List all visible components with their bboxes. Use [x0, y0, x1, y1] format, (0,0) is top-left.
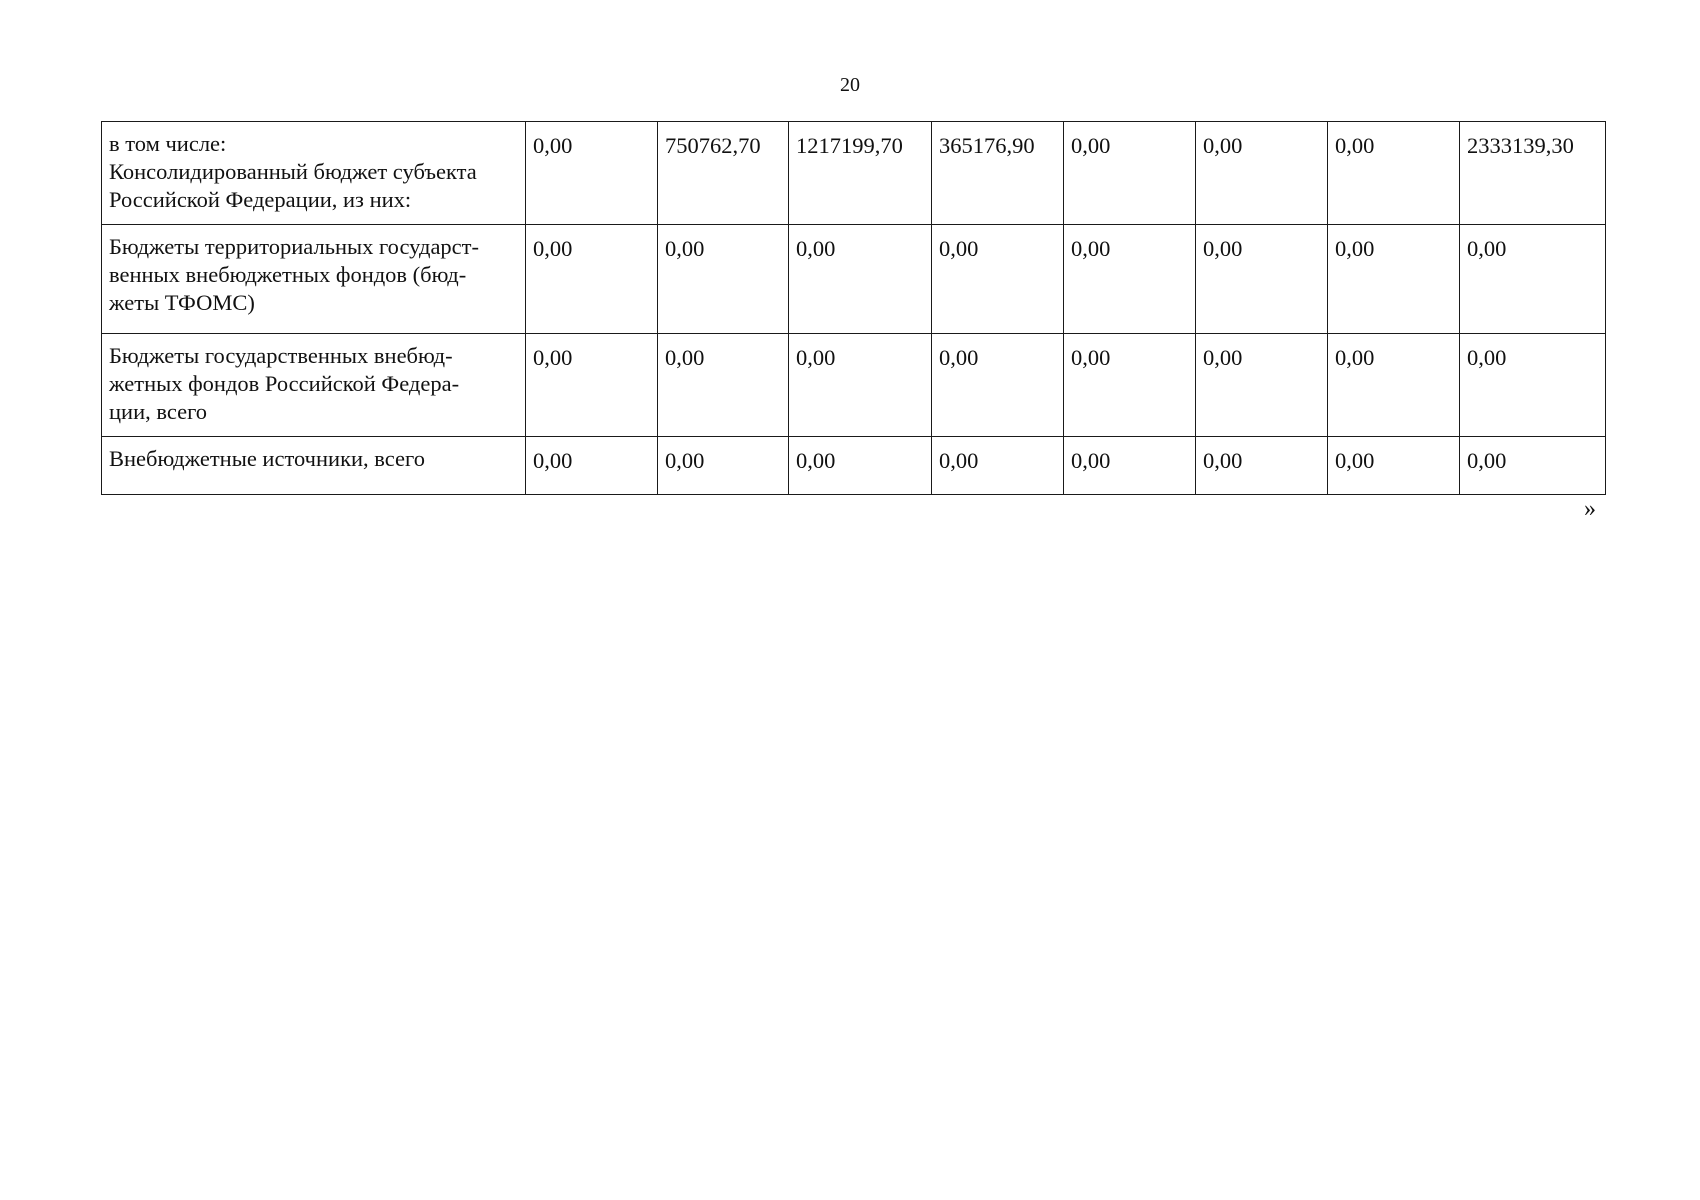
table-cell: 0,00 [526, 437, 658, 495]
table-row [102, 225, 1606, 334]
row-label-line: ции, всего [109, 399, 208, 424]
table-cell: 0,00 [789, 225, 932, 334]
table-cell: 0,00 [1460, 437, 1606, 495]
table-cell: 0,00 [932, 437, 1064, 495]
budget-table [101, 121, 1606, 495]
row-label [102, 122, 526, 225]
table-cell: 2333139,30 [1460, 122, 1606, 225]
row-label-line: Российской Федерации, из них: [109, 187, 412, 212]
table-cell: 0,00 [789, 437, 932, 495]
row-label-line: Бюджеты территориальных государст- [109, 234, 479, 259]
table-cell: 1217199,70 [789, 122, 932, 225]
row-label-line: венных внебюджетных фондов (бюд- [109, 262, 467, 287]
table-cell: 0,00 [658, 437, 789, 495]
table-row [102, 437, 1606, 495]
row-label-line: Консолидированный бюджет субъекта [109, 159, 477, 184]
row-label-line: жетных фондов Российской Федера- [109, 371, 460, 396]
row-label-line: Внебюджетные источники, всего [109, 446, 425, 471]
table-cell: 0,00 [1460, 225, 1606, 334]
table-cell: 0,00 [932, 334, 1064, 437]
table-cell: 0,00 [1064, 437, 1196, 495]
table-cell: 0,00 [1328, 122, 1460, 225]
table-cell: 0,00 [1064, 225, 1196, 334]
row-label [102, 225, 526, 334]
table-cell: 0,00 [1328, 334, 1460, 437]
page-number: 20 [840, 74, 860, 96]
closing-quote: » [1584, 496, 1596, 522]
table-cell: 0,00 [658, 334, 789, 437]
table-cell: 0,00 [789, 334, 932, 437]
table-row [102, 334, 1606, 437]
table-row [102, 122, 1606, 225]
row-label-line: Бюджеты государственных внебюд- [109, 343, 453, 368]
table-cell: 0,00 [526, 225, 658, 334]
table-cell: 750762,70 [658, 122, 789, 225]
table-cell: 0,00 [658, 225, 789, 334]
row-label [102, 334, 526, 437]
row-label-line: в том числе: [109, 131, 227, 156]
table-cell: 0,00 [1196, 437, 1328, 495]
row-label [102, 437, 526, 495]
table-cell: 365176,90 [932, 122, 1064, 225]
table-cell: 0,00 [1064, 122, 1196, 225]
table-cell: 0,00 [932, 225, 1064, 334]
table-cell: 0,00 [1196, 122, 1328, 225]
table-cell: 0,00 [1328, 225, 1460, 334]
table-cell: 0,00 [1064, 334, 1196, 437]
row-label-line: жеты ТФОМС) [109, 290, 255, 315]
table-cell: 0,00 [526, 334, 658, 437]
table-cell: 0,00 [1460, 334, 1606, 437]
table-cell: 0,00 [1196, 334, 1328, 437]
table-cell: 0,00 [526, 122, 658, 225]
table-cell: 0,00 [1196, 225, 1328, 334]
table-cell: 0,00 [1328, 437, 1460, 495]
